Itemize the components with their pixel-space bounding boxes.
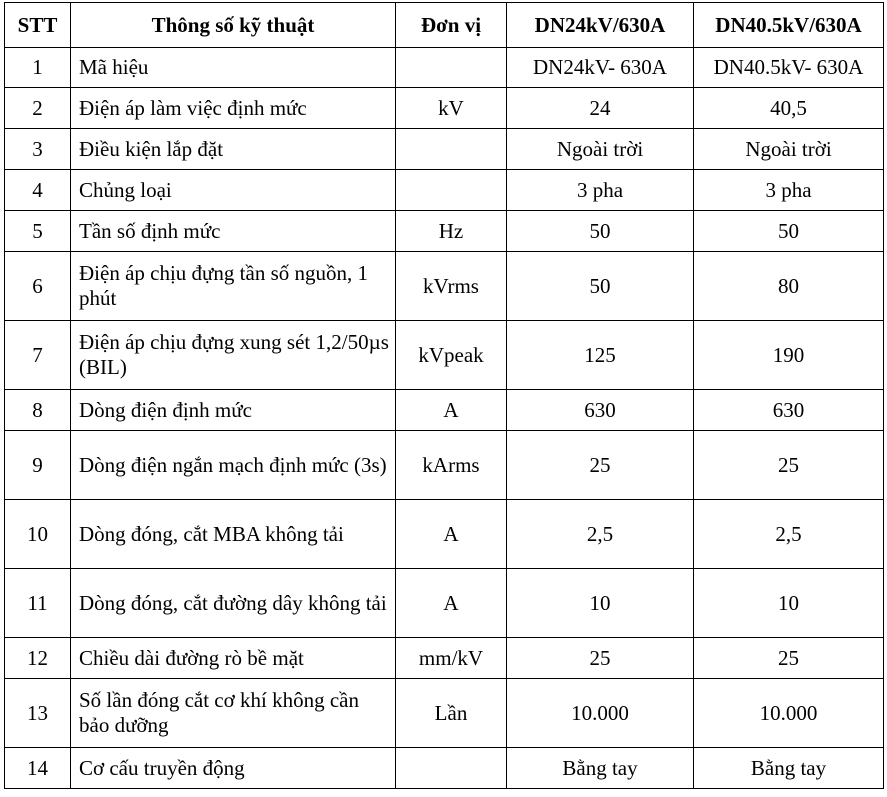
parameter-cell: Tần số định mức — [71, 211, 396, 252]
header-unit: Đơn vị — [396, 3, 507, 48]
stt-cell: 5 — [5, 211, 71, 252]
stt-cell: 14 — [5, 748, 71, 789]
dn40kv-cell: 40,5 — [694, 88, 884, 129]
dn24kv-cell: 630 — [507, 390, 694, 431]
table-row — [5, 390, 884, 431]
dn40kv-cell: 25 — [694, 431, 884, 500]
header-parameter: Thông số kỹ thuật — [71, 3, 396, 48]
stt-cell: 11 — [5, 569, 71, 638]
header-dn24kv: DN24kV/630A — [507, 3, 694, 48]
parameter-cell: Chủng loại — [71, 170, 396, 211]
unit-cell — [396, 48, 507, 88]
unit-cell — [396, 748, 507, 789]
parameter-cell: Dòng điện định mức — [71, 390, 396, 431]
unit-cell — [396, 129, 507, 170]
header-row — [5, 3, 884, 48]
unit-cell: A — [396, 569, 507, 638]
table-row — [5, 252, 884, 321]
unit-cell: kVrms — [396, 252, 507, 321]
stt-cell: 7 — [5, 321, 71, 390]
parameter-cell: Chiều dài đường rò bề mặt — [71, 638, 396, 679]
table-row — [5, 569, 884, 638]
dn24kv-cell: 10 — [507, 569, 694, 638]
dn40kv-cell: 630 — [694, 390, 884, 431]
header-stt: STT — [5, 3, 71, 48]
stt-cell: 2 — [5, 88, 71, 129]
dn40kv-cell: DN40.5kV- 630A — [694, 48, 884, 88]
unit-cell: kArms — [396, 431, 507, 500]
table-row — [5, 748, 884, 789]
parameter-cell: Dòng điện ngắn mạch định mức (3s) — [71, 431, 396, 500]
dn40kv-cell: 50 — [694, 211, 884, 252]
stt-cell: 10 — [5, 500, 71, 569]
unit-cell: Lần — [396, 679, 507, 748]
dn24kv-cell: 125 — [507, 321, 694, 390]
parameter-cell: Dòng đóng, cắt MBA không tải — [71, 500, 396, 569]
dn40kv-cell: 2,5 — [694, 500, 884, 569]
unit-cell: kVpeak — [396, 321, 507, 390]
unit-cell: mm/kV — [396, 638, 507, 679]
parameter-cell: Số lần đóng cắt cơ khí không cần bảo dưỡng — [71, 679, 396, 748]
dn24kv-cell: 25 — [507, 638, 694, 679]
dn40kv-cell: 190 — [694, 321, 884, 390]
unit-cell — [396, 170, 507, 211]
parameter-cell: Điện áp chịu đựng xung sét 1,2/50µs (BIL) — [71, 321, 396, 390]
stt-cell: 12 — [5, 638, 71, 679]
dn24kv-cell: 50 — [507, 211, 694, 252]
dn24kv-cell: 3 pha — [507, 170, 694, 211]
stt-cell: 3 — [5, 129, 71, 170]
table-row — [5, 431, 884, 500]
header-dn40kv: DN40.5kV/630A — [694, 3, 884, 48]
stt-cell: 9 — [5, 431, 71, 500]
dn24kv-cell: 10.000 — [507, 679, 694, 748]
dn24kv-cell: DN24kV- 630A — [507, 48, 694, 88]
parameter-cell: Mã hiệu — [71, 48, 396, 88]
parameter-cell: Điện áp chịu đựng tần số nguồn, 1 phút — [71, 252, 396, 321]
table-row — [5, 170, 884, 211]
dn24kv-cell: 50 — [507, 252, 694, 321]
dn40kv-cell: 10 — [694, 569, 884, 638]
table-row — [5, 88, 884, 129]
dn40kv-cell: Bằng tay — [694, 748, 884, 789]
stt-cell: 4 — [5, 170, 71, 211]
parameter-cell: Điều kiện lắp đặt — [71, 129, 396, 170]
spec-table — [4, 2, 884, 789]
dn24kv-cell: Bằng tay — [507, 748, 694, 789]
stt-cell: 8 — [5, 390, 71, 431]
dn24kv-cell: 2,5 — [507, 500, 694, 569]
stt-cell: 13 — [5, 679, 71, 748]
dn40kv-cell: Ngoài trời — [694, 129, 884, 170]
stt-cell: 6 — [5, 252, 71, 321]
table-row — [5, 211, 884, 252]
dn40kv-cell: 10.000 — [694, 679, 884, 748]
unit-cell: Hz — [396, 211, 507, 252]
dn40kv-cell: 3 pha — [694, 170, 884, 211]
unit-cell: A — [396, 500, 507, 569]
dn24kv-cell: Ngoài trời — [507, 129, 694, 170]
table-row — [5, 129, 884, 170]
table-row — [5, 500, 884, 569]
parameter-cell: Điện áp làm việc định mức — [71, 88, 396, 129]
stt-cell: 1 — [5, 48, 71, 88]
parameter-cell: Cơ cấu truyền động — [71, 748, 396, 789]
dn40kv-cell: 25 — [694, 638, 884, 679]
table-row — [5, 321, 884, 390]
dn40kv-cell: 80 — [694, 252, 884, 321]
dn24kv-cell: 25 — [507, 431, 694, 500]
unit-cell: kV — [396, 88, 507, 129]
table-row — [5, 679, 884, 748]
table-row — [5, 638, 884, 679]
dn24kv-cell: 24 — [507, 88, 694, 129]
table-row — [5, 48, 884, 88]
unit-cell: A — [396, 390, 507, 431]
parameter-cell: Dòng đóng, cắt đường dây không tải — [71, 569, 396, 638]
